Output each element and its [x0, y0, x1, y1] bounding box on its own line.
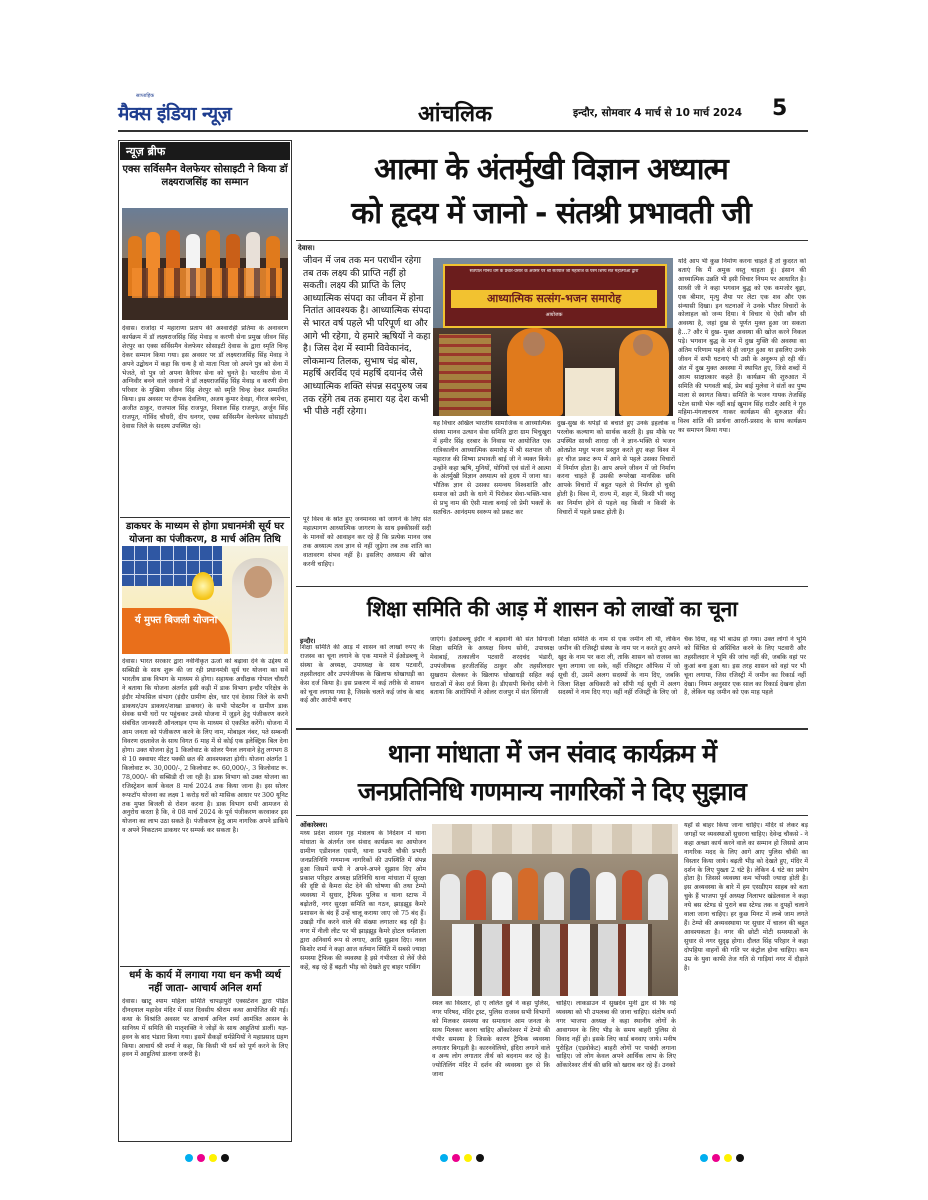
bottom-headline-line2: जनप्रतिनिधि गणमान्य नागरिकों ने दिए सुझाव — [357, 777, 747, 806]
bottom-col1: मध्य प्रदेश शासन गृह मंत्रालय के निर्देशन में थाना मांधाता के अंतर्गत जन संवाद कार्यक्रम का आयोजन ग्रामीण एडीशनल एसपी, थाना प्रभारी चौकी प्रभारी जनप्रतिनिधि गणमान्य नागरिकों की उपस्थिति में संपन्न हुआ जिसमें सभी ने अपने-अपने सुझाव दिए ओम प्रकाश परिहार अध्यक्ष प्रतिनिधि थाना मांधाता में सुरक्षा की दृष्टि से कैमरा सेट देने की घोषणा की तथा टेम्पो व्यवस्था में सुधार, ट्रैफिक पुलिस व थाना स्टाफ में बढ़ोतरी, नगर सुरक्षा समिति का गठन, झाड़झूड़ कैमरे प्रशासन के बंद हैं उन्हें चालू कराया जाए जो 75 बंद हैं। उखड़ी गाँव करने वाले की संख्या लगातार बढ़ रही है। नगर में नीली लीट पर भी झाड़झूड़ कैमरे होटल धर्मशाला द्वारा अनिवार्य रूप से लगाए, आदि सुझाव दिए। नवल किशोर शर्मा ने कहा आज वर्तमान स्थिति में सबसे ज्यादा समस्या ट्रैफिक की व्यवस्था है इसे गंभीरता से लेवें जैसे कहें, बढ़ रहे हैं बढ़ती भीड़ को देखते हुए बाहर पार्किंग — [300, 830, 426, 971]
lead-rule — [296, 240, 808, 241]
mid-col2: जाएंगे। ईओडब्ल्यू इंदौर ने बड़वानी की संत सिंगाजी शिक्षा समिति के अध्यक्ष विनय सोनी, उपाध्यक्ष मेवाबाई, तत्कालीन पटवारी शरदचंद भंडारी, उपपंजीयक हरजीतसिंह ठाकुर और तहसीलदार सुखराम सेलकर के खिलाफ धोखाधड़ी सहित कई धाराओं में केस दर्ज किया है। डीएसपी बिनोद सोनी ने बताया कि आरोपियों ने ओलर राजपुर में संत सिंगाजी — [430, 636, 554, 697]
solar-banner-caption: र्य मुफ्त बिजली योजना — [134, 615, 218, 626]
satsang-photo — [433, 258, 673, 416]
bottom-headline-line1: थाना मांधाता में जन संवाद कार्यक्रम में — [387, 739, 717, 768]
mid-headline: शिक्षा समिति की आड़ में शासन को लाखों का चूना — [366, 597, 738, 621]
bottom-col4: यहाँ से बाहर किया जाना चाहिए। मंदिर से लेकर बड़ जगहों पर व्यवस्थाओं सुधरना चाहिए। देवेन्द्र चौकसे - ने कहा अच्छा कार्य करने वाले का सम्मान हो जिससे आम नागरिक मदद के लिए आगे आए पुलिस चौकी का विस्तार किया जाये। बढ़ती भीड़ को देखते हुए, मंदिर में दर्शन के लिए पुख्ता 2 घंटे है। लेकिन 4 घंटे का प्रयोग होता है। जिससे व्यवस्था कम भोंपसी ज्यादा होती है। इस अव्यवस्था के बारे में हम एसडीएम साहब को बता चुके हैं भाजपा पूर्व अध्यक्ष निलाभर खंडेलवाल ने कहा नये बस स्टेण्ड से पुराने बस स्टेण्ड तक व दुपहों चलाने वाला जाना चाहिए। हर कुछ मिनट में लम्बे जाम लगते हैं। टेम्पो की अव्यवस्थाया पर सुधार में चालन की बहुत आवश्यकता है। नगर की छोटी मोटी समस्याओं के सुधार से नगर सुदृढ़ होगा। दौलत सिंह परिहार ने कहा दोपहिया वाहनों की गति पर कंट्रोल होना चाहिए। कम उम्र के युवा काफी तेज गति से गाड़ियां नगर में दौड़ाते है। — [684, 822, 808, 972]
news-brief-heading — [120, 142, 290, 160]
mid-col3: शिक्षा समिति के नाम से एक जमीन ली थी, लेकिन जमीन की रजिस्ट्री संस्था के नाम पर न करते हुए अपने खुद के नाम पर करा ली, ताकि शासन को राजस्व का चूना लगाया जा सके, वहीं रजिस्ट्रार ऑफिस में जो सूची दी, उसमें अलग सदस्यों के नाम दिए, जबकि जिला शिक्षा अधिकारी को सौंपी गई सूची में अलग सदस्यों ने नाम दिए गए। वहीं नहीं रजिस्ट्री के लिए जो — [558, 636, 680, 697]
solar-banner-image — [122, 546, 288, 654]
tent-canopy — [432, 824, 678, 854]
mid-dateline: इन्दौर। — [300, 637, 316, 645]
lead-dateline: देवास। — [298, 244, 315, 252]
section-title: आंचलिक — [418, 102, 492, 127]
satsang-banner-sub: आयोजक — [545, 312, 563, 318]
front-row-people — [452, 924, 652, 996]
sidebar-divider-1 — [120, 517, 290, 518]
sidebar-story1-headline: एक्स सर्विसमैन वेलफेयर सोसाइटी ने किया डॉ लक्ष्यराजसिंह का सम्मान — [122, 164, 288, 188]
bottom-rule-top — [296, 728, 808, 730]
bottom-rule-sub — [296, 815, 808, 816]
bottom-col2: स्थल का विस्तार, हो ए ललित दुबे ने कहा पुलिस, नगर परिषद, मंदिर ट्रस्ट, पुलिस राजस्व सभी विभागों को मिलकर समस्या का समाधान आम जनता के साथ मिलकर करना चाहिए ओंकारेश्वर में टेम्पो की गंभीर समस्या है जिसके कारण ट्रैफिक व्यवस्था लगातार बिगड़ती है। कारनवेलियो, इंदिरा लगाने वाले व अन्य लोग लगातार तीर्थ को बदनाम कर रहे है। ज्योतिलिंग मंदिर में दर्शन की व्यवस्था दुरु से कि जाना — [432, 1000, 550, 1079]
sidebar-story2-body: देवास। भारत सरकार द्वारा नवीनीकृत ऊर्जा को बढ़ावा देने के उद्देश्य से सब्सिडी के साथ शुरू की जा रही प्रधानमंत्री सूर्य घर योजना का सर्वे भारतीय डाक विभाग के माध्यम से होगा। सहायक अधीक्षक गोपाल चौधरी ने बताया कि योजना अंतर्गत इसी कड़ी में डाक विभाग इन्दौर परिक्षेत्र के इंदौर मोफसिल संभाग (इंदौर ग्रामीण क्षेत्र, धार एवं देवास जिले के सभी डाकघर/उप डाकघर/शाखा डाकघर) के सभी पोस्टमैन व ग्रामीण डाक सेवक सभी घरों पर पहुंचकर उनसे योजना में जुड़ने हेतु पंजीकरण करने संबंधित जानकारी ऑनलाइन एप्प के माध्यम से एकत्रित करेंगे। योजना में आम जनता को पंजीकरण करने के लिए नाम, मोबाइल नंबर, पते सम्बन्धी विवरण दस्तावेज के साथ विगत 6 माह में से कोई एक इलेक्ट्रिक बिल देना होगा। उक्त योजना हेतु 1 किलोवाट के सोलर पैनल लगवाने हेतु लगभग 8 से 10 स्क्वायर मीटर पक्की छत की आवश्यकता होगी। योजना अंतर्गत 1 किलोवाट रू. 30,000/-, 2 किलोवाट रू. 60,000/-, 3 किलोवाट रू. 78,000/- की सब्सिडी दी जा रही है। डाक विभाग को उक्त योजना का रजिस्ट्रेशन कार्य केवल 8 मार्च 2024 तक किया जाना है। इस सोलर रूफटॉप योजना का लक्ष्य 1 करोड़ घरों को मासिक आधार पर 300 यूनिट तक मुफ्त बिजली से रोशन करना है। डाक विभाग सभी आमजन से अनुरोध करता है कि, वे 08 मार्च 2024 के पूर्व पंजीकरण करवाकर इस योजना का लाभ उठा सकते है। पंजीकरण हेतु आम नागरिक अपने डाकिये व अपने निकटतम डाकघर पर सम्पर्क कर सकता है। — [122, 658, 288, 835]
lead-col2: यह विचार अखिल भारतीय सामाजिक व आध्यात्मिक संस्था मानव उत्थान सेवा समिति द्वारा ग्राम भिचुखुरा में हमीर सिंह दरबार के निवास पर आयोजित एक रात्रिकालीन आध्यात्मिक समारोह में श्री सतपाल जी महाराज की शिष्या प्रभावती बाई जी ने व्यक्त किये। उन्होंने कहा ऋषि, मुनियों, योगियों एवं संतों ने आत्मा के अंतर्मुखी विज्ञान अध्यात्म को हृदय में जाना था। भौतिक ज्ञान से उसका समन्वय विश्वशांति और समाज को उसी के धागे में पिरोकर सेवा-भक्ति-भाव से प्रभु नाम की ऐसी माला बनाई जो प्रेमी भक्तों के सतचित- आनंदमय स्वरूप को प्रकट कर — [433, 420, 551, 517]
honour-photo — [122, 208, 288, 320]
mid-rule-top — [296, 586, 808, 587]
news-brief-heading-text: न्यूज़ ब्रीफ — [126, 145, 166, 158]
sidebar-story3-body: देवास। खाटू श्याम महिला समिति चापड़ापुरी एक्सटेंशन द्वारा पंडित दीनदयाल महादेव मंदिर में सात दिवसीय श्रीराम कथा आयोजित की गई। कथा के विश्रांति अवसर पर आचार्य अनिल शर्मा आमंत्रित आसन के सानिध्य में समिति की मातृशक्ति ने जोड़ों के साथ आहुतियां डालीं। यज्ञ-हवन के बाद भंडारा किया गया। इसमें सैकड़ों धर्मप्रेमियों ने महाप्रसाद ग्रहण किया। आचार्य श्री शर्मा ने कहा, कि किसी भी धर्म को पूर्ण करने के लिए हवन में आहुतियां डालना जरूरी है। — [122, 998, 288, 1059]
satsang-banner — [443, 264, 667, 328]
sidebar-story3-headline: धर्म के कार्य में लगाया गया धन कभी व्यर्थ नहीं जाता- आचार्य अनिल शर्मा — [129, 970, 281, 994]
brand-logo: मैक्स इंडिया न्यूज़ — [118, 103, 232, 125]
lead-headline-line1: आत्मा के अंतर्मुखी विज्ञान अध्यात्म — [374, 152, 728, 187]
registration-marks-center — [440, 1154, 500, 1164]
bulb-icon — [192, 572, 214, 600]
masthead — [118, 93, 818, 130]
brand-small-label: साप्ताहिक — [136, 93, 155, 99]
bottom-col3: चाहिए। लाकडाउन में सुखदेव मुनी द्वार से कि गई व्यवस्था को भी उपलब्ध की जाना चाहिए। संतोष वर्मा नगर भाजपा अध्यक्ष ने कहा स्थानीय लोगों के आवागमन के लिए भीड़ के समय बाहरी पुलिस से विवाद नहीं हो। इसके लिए कार्ड बनवाए जाये। मनीष पुरोहित (एडवोकेट) बाहरी लोगों पर पाबंदी लगाना चाहिए। जो लोग केवल अपने आर्थिक लाभ के लिए ओंकारेश्वर तीर्थ की छवि को खराब कर रहे हैं। उनको — [556, 1000, 676, 1070]
sidebar-divider-2 — [120, 966, 290, 967]
lead-headline-line2: को हृदय में जानो - संतश्री प्रभावती जी — [351, 196, 751, 231]
sidebar-story2-headline: डाकघर के माध्यम से होगा प्रधानमंत्री सूर्य घर योजना का पंजीकरण, 8 मार्च अंतिम तिथि — [125, 521, 284, 545]
lead-col4: यदि आप भी कुछ निर्माण करना चाहते हैं तो कुदरत को बताएं कि मैं अमुक वस्तु चाहता हूं। इंसान की आध्यात्मिक उन्नति भी इसी विचार नियम पर आधारित है। साध्वी जी ने कहा भगवान बुद्ध को एक कमजोर बूढ़ा, एक बीमार, मृत्यु शैया पर लेटा एक शव और एक संन्यासी दिखा। इन घटनाओं ने उनके भीतर विचारों के कोलाहल को जन्म दिया। ये विचार थे ऐसी कौन सी अवस्था है, जहां दुख से पूर्णत मुक्त हुआ जा सकता है...? और ये दुख- मुक्त अवस्था की खोज करने निकल पड़े। भगवान बुद्ध के मन में दुख मुक्ति की अवस्था का अंतिम परिणाम पहले से ही जागृत हुआ था इसलिए उनके जीवन में सभी घटनाएं भी उसी के अनुरूप हो रही थीं। अंत में दुख मुक्त अवस्था में स्थापित हुए, जिसे शब्दों में आत्म साक्षात्कार कहते हैं। कार्यक्रम की शुरुआत में समिति की भगवती बाई, प्रेम बाई मुलेवा ने संतों का पुष्प माला से स्वागत किया। समिति के भजन गायक तेजसिंह पटेल साथी भेरू नहीं बाई खुमान सिंह राठौर आदि ने गुरु महिमा-मंगलाचरण गाकर कार्यक्रम की शुरुआत की। विश्व शांति की प्रार्थना आरती-प्रसाद के साथ कार्यक्रम का समापन किया गया। — [678, 258, 806, 435]
registration-marks-left — [185, 1154, 245, 1164]
lead-col1: पूरे विश्व के स्रोत हुए जनमानस को जागने के लिए संत महात्मागण आध्यात्मिक जागरण के साथ इक्कीसवीं सदी के मानवों को आवाहन कर रहे हैं कि प्रत्येक मानव जब तक अध्यात्म तत्व ज्ञान से नहीं जुड़ेगा तब तक शांति का वातावरण संभव नहीं है। इसलिए अध्यात्म की खोज करनी चाहिए। — [303, 516, 431, 568]
satsang-banner-main: आध्यात्मिक सत्संग-भजन समारोह — [451, 290, 657, 308]
bottom-dateline: ओंकारेश्वर। — [300, 821, 328, 829]
page-number: 5 — [772, 96, 788, 121]
registration-marks-right — [700, 1154, 760, 1164]
dateline: इन्दौर, सोमवार 4 मार्च से 10 मार्च 2024 — [573, 107, 743, 119]
sidebar-story1-body: देवास। राजोदा में महाराणा प्रताप की अश्वारोही प्रतिमा के अनावरण कार्यक्रम में डॉ लक्ष्यराजसिंह सिंह मेवाड़ व करणी सेना प्रमुख जीवन सिंह शेरपुर का एक्स सर्विसमैन वेलफेयर सोसाइटी देवास के द्वारा स्मृति चिन्ह देकर सम्मान किया गया। इस अवसर पर डॉ लक्ष्यराजसिंह सिंह मेवाड़ ने अपने उद्बोधन में कहा कि धन्य है वो माता पिता जो अपने पुत्र को सेना में भेजते, वो पुत्र जो अपना कैरियर सेना को चुनते है। भारतीय सेना में अग्निवीर बनने वाले जवानो ने डॉ लक्ष्यराजसिंह सिंह मेवाड़ व करणी सेना परिवार के मुखिया जीवन सिंह शेरपुर को स्मृति चिन्ह देकर सम्मानित किया। इस अवसर पर दीपक देवलिया, अजय कुमार देवड़ा, नीरज बरमेचा, अजीत ठाकुर, राजपाल सिंह राजपूत, विशाल सिंह राजपूत, अर्जुन सिंह राजपूत, गोविंद चौधरी, दीप धनगर, एक्स सर्विसमैन वेलफेयर सोसाइटी देवास जिले के सदस्य उपस्थित रहे। — [122, 325, 288, 430]
mid-col1: शिक्षा समिति की आड़ में शासन को लाखों रुपए के राजस्व का चूना लगाने के एक मामले में ईओडब्ल्यू ने संस्था के अध्यक्ष, उपाध्यक्ष के साथ पटवारी, तहसीलदार और उपपंजीयक के खिलाफ धोखाधड़ी का केस दर्ज किया है। इस प्रकरण में कई तरीके से शासन को चूना लगाया गया है, जिसके चलते कई जांच के बाद कई और आरोपी बनाए — [300, 644, 424, 705]
lead-col3: दुख-सुख के थपेड़ों से बचाते हुए उनके इहलोक व परलोक कल्याण को सार्थक करती है। इस मौके पर उपस्थित साध्वी शारदा जी ने ज्ञान-भक्ति से भजन ओतप्रोत मधुर भजन प्रस्तुत करते हुए कहा विश्व में हर चीज प्रकट रूप में आने से पहले उसका विचारों में निर्माण होता है। आप अपने जीवन में जो निर्माण करना चाहते हैं उसकी रूपरेखा मानसिक छवि आपके विचारों में बहुत पहले से निर्माण हो चुकी होती है। विश्व में, राज्य में, शहर में, किसी भी वस्तु का निर्माण होने से पहले वह किसी न किसी के विचारों में पहले प्रकट होती है। — [557, 420, 675, 517]
masthead-rule — [118, 130, 808, 132]
satsang-banner-top: सतपाल मानव धर्म के प्रचार-प्रसार के अवसर पर श्री सतपाल जी महाराज के परम शिष्य संत महात्माओं द्वारा — [469, 269, 639, 274]
lead-pullquote: जीवन में जब तक मन पराधीन रहेगा तब तक लक्ष्य की प्राप्ति नहीं हो सकती। लक्ष्य की प्राप्ति के लिए आध्यात्मिक संपदा का जीवन में होना नितांत आवश्यक है। आध्यात्मिक संपदा से भारत वर्ष पहले भी परिपूर्ण था और आगे भी रहेगा, ये हमारे ऋषियों ने कहा है। जिस देश में स्वामी विवेकानंद, लोकमान्य तिलक, सुभाष चंद्र बोस, महर्षि अरविंद एवं महर्षि दयानंद जैसे आध्यात्मिक शक्ति संपन्न सदपुरुष जब तक रहेंगे तब तक हमारा यह देश कभी भी पीछे नहीं रहेगा। — [303, 255, 431, 418]
mid-col4: चैक दिया, वह भी बाउंस हो गया। उक्त लोगों ने भूमि को सिंचित से असिंचित करने के लिए पटवारी और तहसीलदार ने भूमि की जांच नहीं की, जबकि वहां पर कुआं बना हुआ था। इस तरह शासन को वहां पर भी चूना लगाया, जिस रजिस्ट्री में जमीन का रिकार्ड नहीं देखा। नियम अनुसार एक साल का रिकार्ड देखना होता है, लेकिन यह जमीन को एक माह पहले — [684, 636, 806, 697]
jan-samvad-photo — [432, 824, 678, 996]
